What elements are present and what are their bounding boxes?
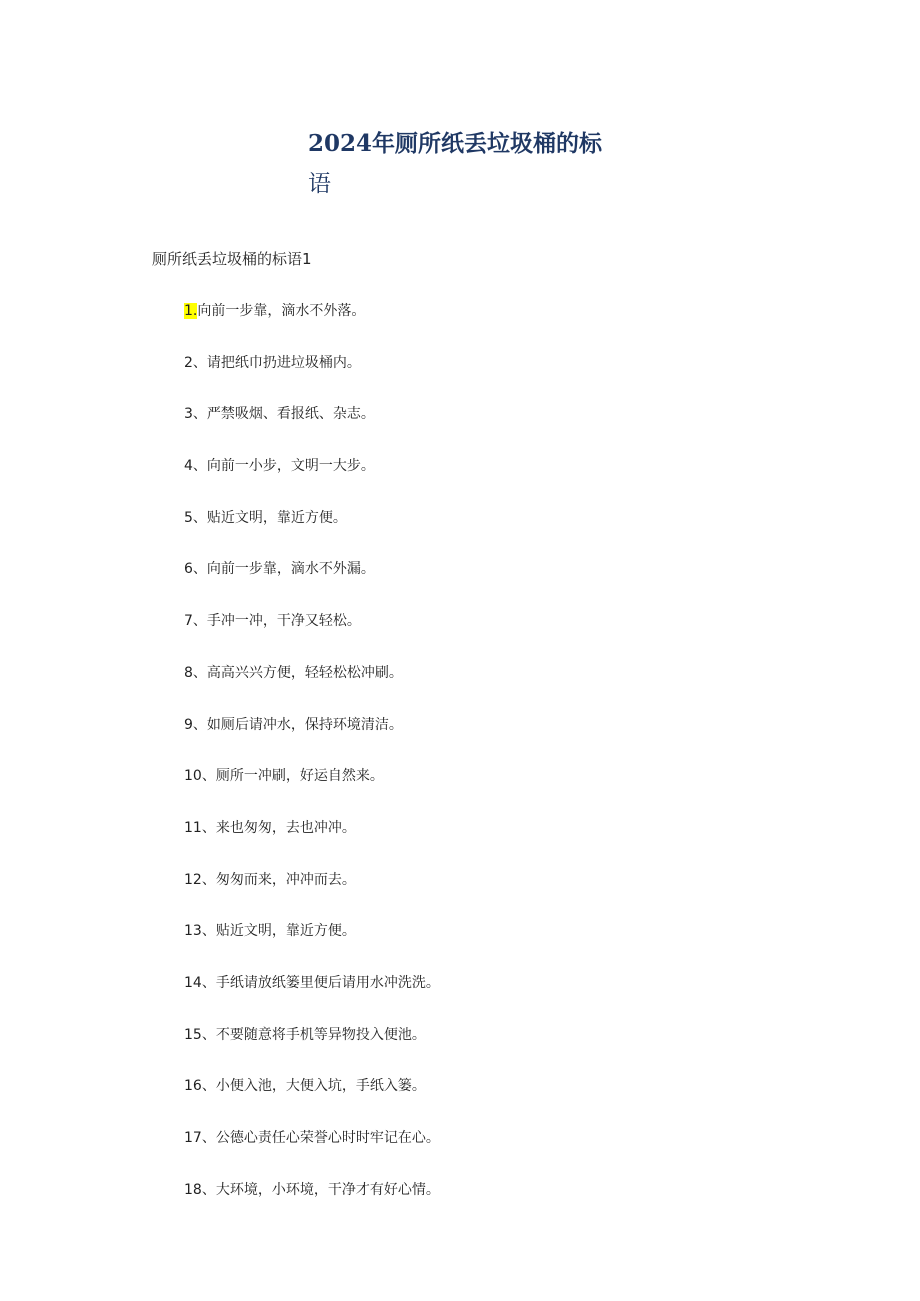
slogan-item	[184, 1024, 440, 1076]
slogan-text: 高高兴兴方便，轻轻松松冲刷。	[206, 664, 403, 681]
slogan-number: 8、	[184, 664, 207, 681]
slogan-number: 17、	[184, 1130, 216, 1146]
document-title-line-2: 语	[308, 171, 331, 197]
slogan-text: 来也匆匆，去也冲冲。	[215, 819, 356, 836]
slogan-text: 厕所一冲刷，好运自然来。	[215, 768, 384, 785]
slogan-number: 14、	[184, 974, 216, 991]
slogan-item	[184, 507, 440, 559]
slogan-number: 2、	[184, 354, 207, 371]
slogan-item	[184, 300, 440, 352]
slogan-number: 18、	[184, 1181, 216, 1198]
slogan-number: 3、	[184, 406, 207, 423]
slogan-number: 16、	[184, 1078, 216, 1095]
slogan-number: 6、	[184, 561, 207, 578]
slogan-text: 贴近文明，靠近方便。	[215, 923, 356, 940]
slogan-number: 4、	[184, 458, 207, 475]
slogan-item	[184, 920, 440, 972]
slogan-text: 严禁吸烟、看报纸、杂志。	[206, 406, 375, 423]
slogan-text: 向前一步靠，滴水不外落。	[197, 303, 366, 319]
slogan-number: 1.	[184, 303, 198, 319]
slogan-item	[184, 1127, 440, 1179]
slogan-number: 5、	[184, 509, 207, 526]
slogan-item	[184, 765, 440, 817]
slogan-text: 不要随意将手机等异物投入便池。	[215, 1026, 426, 1043]
slogan-text: 向前一步靠，滴水不外漏。	[206, 561, 375, 578]
slogan-text: 请把纸巾扔进垃圾桶内。	[206, 354, 361, 371]
slogan-number: 15、	[184, 1026, 216, 1043]
slogan-number: 12、	[184, 871, 216, 888]
slogan-text: 大环境，小环境，干净才有好心情。	[215, 1181, 440, 1198]
slogan-text: 贴近文明，靠近方便。	[206, 509, 347, 526]
slogan-item	[184, 817, 440, 869]
slogan-text: 小便入池，大便入坑，手纸入篓。	[215, 1078, 426, 1095]
slogan-item	[184, 662, 440, 714]
section-heading: 厕所纸丢垃圾桶的标语1	[152, 250, 312, 268]
slogan-text: 匆匆而来，冲冲而去。	[215, 871, 356, 888]
slogan-text: 手纸请放纸篓里便后请用水冲洗洗。	[215, 974, 440, 991]
slogan-text: 手冲一冲，干净又轻松。	[206, 613, 361, 630]
slogan-item	[184, 352, 440, 404]
slogan-number: 7、	[184, 613, 207, 630]
slogan-item	[184, 403, 440, 455]
slogan-text: 公德心责任心荣誉心时时牢记在心。	[215, 1130, 440, 1146]
slogan-item	[184, 558, 440, 610]
document-title	[308, 124, 608, 204]
slogan-item	[184, 455, 440, 507]
slogan-item	[184, 714, 440, 766]
slogan-number: 13、	[184, 923, 216, 940]
slogan-list	[184, 300, 440, 1230]
slogan-number: 9、	[184, 716, 207, 733]
slogan-text: 向前一小步，文明一大步。	[206, 458, 375, 475]
slogan-item	[184, 972, 440, 1024]
slogan-text: 如厕后请冲水，保持环境清洁。	[206, 716, 403, 733]
slogan-item	[184, 1179, 440, 1231]
slogan-item	[184, 1075, 440, 1127]
slogan-number: 10、	[184, 768, 216, 785]
slogan-item	[184, 869, 440, 921]
slogan-item	[184, 610, 440, 662]
slogan-number: 11、	[184, 819, 216, 836]
document-title-line-1: 2024年厕所纸丢垃圾桶的标	[308, 130, 603, 157]
